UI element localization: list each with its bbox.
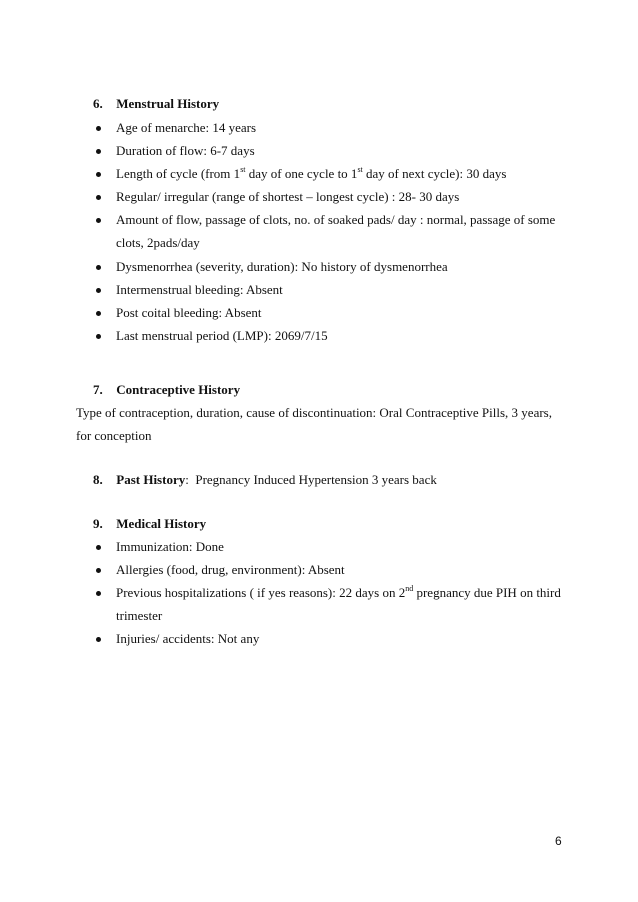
section-title: Medical History bbox=[116, 516, 207, 531]
page-number: 6 bbox=[555, 834, 562, 848]
section-number: 9. bbox=[93, 516, 103, 531]
bullet-icon bbox=[96, 545, 101, 550]
bullet-icon bbox=[96, 218, 101, 223]
past-history-text: Pregnancy Induced Hypertension 3 years back bbox=[188, 472, 437, 487]
section-title: Contraceptive History bbox=[116, 382, 241, 397]
contraceptive-text-line1: Type of contraception, duration, cause of discontinuation: Oral Contraceptive Pills, 3 years, bbox=[76, 405, 552, 420]
bullet-icon bbox=[96, 195, 101, 200]
bullet-icon bbox=[96, 311, 101, 316]
bullet-icon bbox=[96, 149, 101, 154]
section-number: 8. bbox=[93, 472, 103, 487]
section-title: Past History bbox=[116, 472, 186, 487]
section-title: Menstrual History bbox=[116, 96, 220, 111]
bullet-icon bbox=[96, 637, 101, 642]
bullet-icon bbox=[96, 265, 101, 270]
bullet-icon bbox=[96, 334, 101, 339]
bullet-icon bbox=[96, 568, 101, 573]
bullet-icon bbox=[96, 591, 101, 596]
section-number: 7. bbox=[93, 382, 103, 397]
section-8-heading: 8. Past History: Pregnancy Induced Hypertension 3 years back bbox=[93, 472, 437, 487]
section-6-heading bbox=[93, 96, 219, 112]
bullet-icon bbox=[96, 172, 101, 177]
section-number: 6. bbox=[93, 96, 103, 111]
contraceptive-text-line2: for conception bbox=[76, 428, 152, 443]
section-7-heading bbox=[93, 382, 240, 398]
bullet-icon bbox=[96, 126, 101, 131]
bullet-icon bbox=[96, 288, 101, 293]
section-9-heading bbox=[93, 516, 206, 532]
